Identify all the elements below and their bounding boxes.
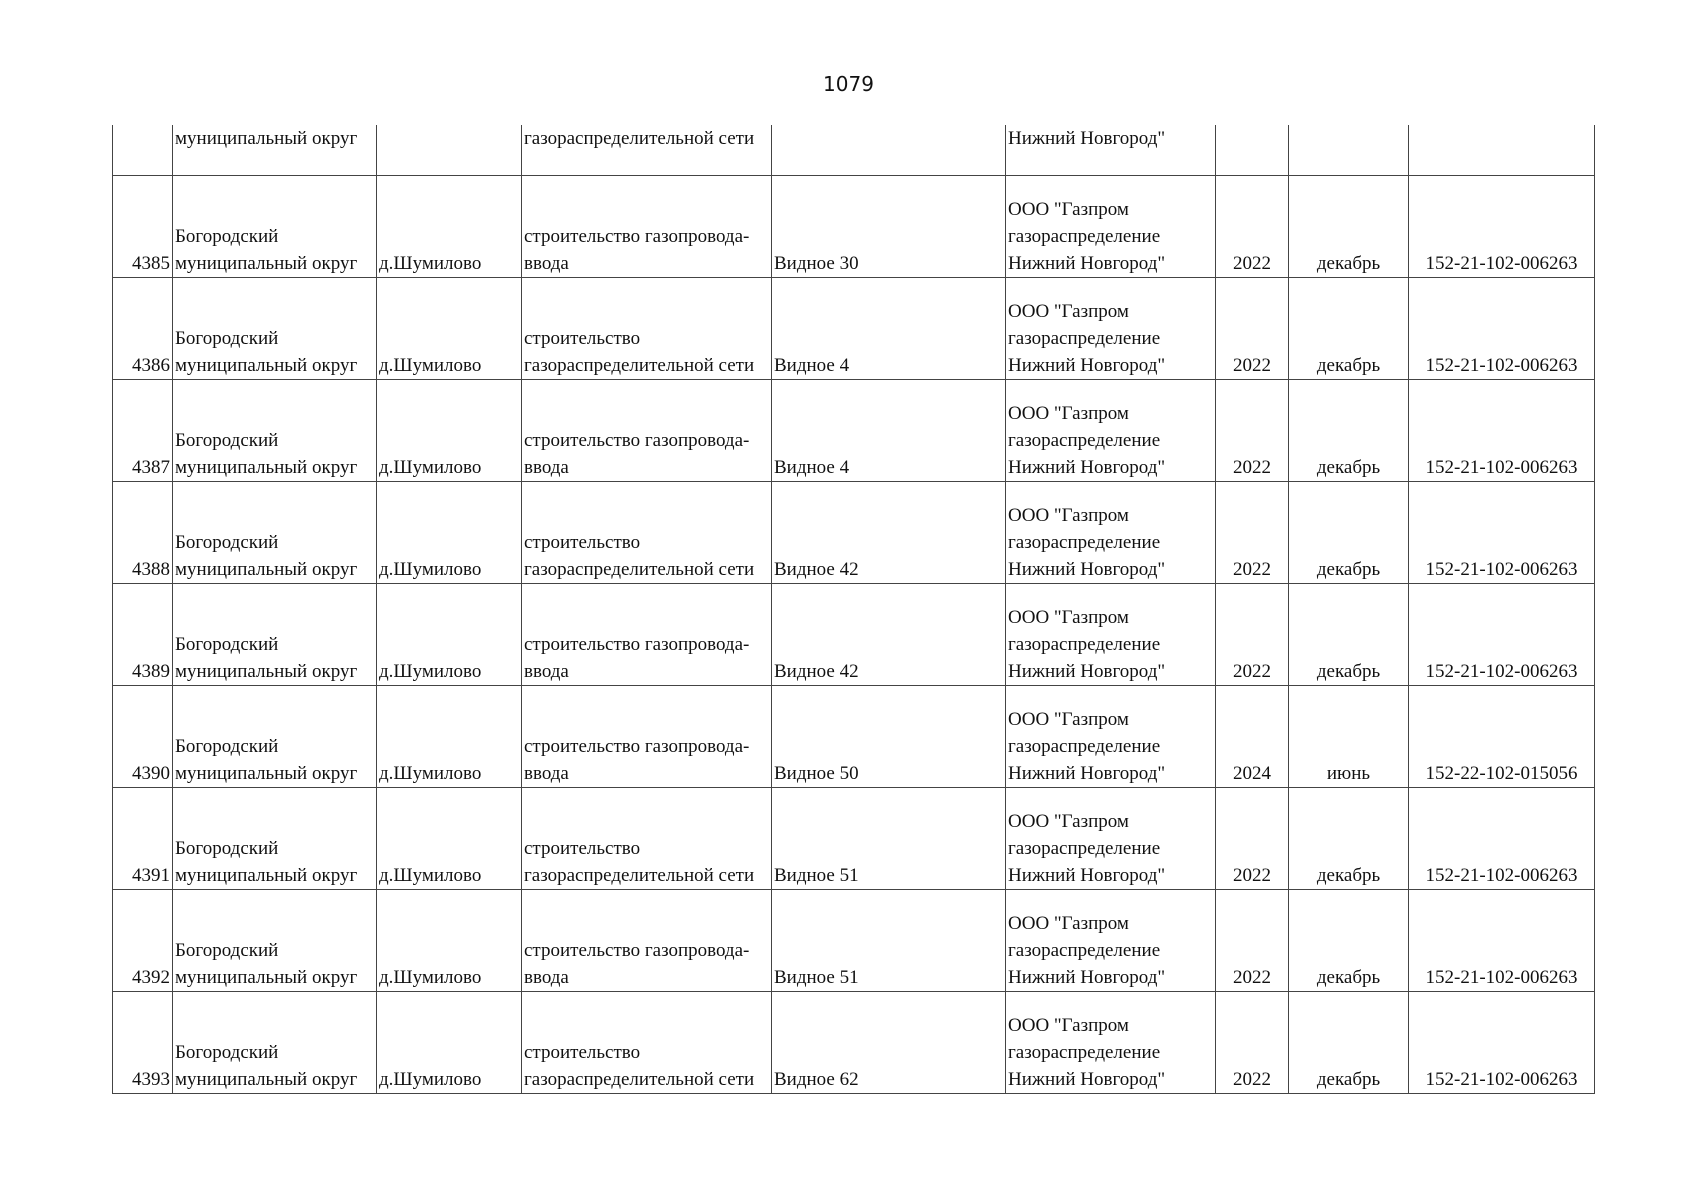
cell-work: газораспределительной сети (522, 125, 772, 175)
cell-district-line: муниципальный округ (175, 762, 358, 784)
cell-address: Видное 62 (772, 991, 1006, 1093)
cell-organization-line: Нижний Новгород" (1008, 762, 1166, 784)
cell-district-line: муниципальный округ (175, 1068, 358, 1090)
cell-district-line: Богородский (175, 633, 279, 655)
cell-organization-line: газораспределение (1008, 633, 1161, 655)
cell-address: Видное 42 (772, 583, 1006, 685)
cell-organization-line: Нижний Новгород" (1008, 456, 1166, 478)
cell-organization-line: газораспределение (1008, 939, 1161, 961)
cell-doc: 152-21-102-006263 (1409, 583, 1595, 685)
cell-year: 2022 (1216, 379, 1289, 481)
cell-num: 4385 (113, 175, 173, 277)
cell-work-line: строительство (524, 1041, 641, 1063)
cell-settlement: д.Шумилово (377, 481, 522, 583)
cell-year: 2022 (1216, 889, 1289, 991)
cell-organization (1006, 583, 1216, 685)
cell-work-line: газораспределительной сети (524, 1068, 755, 1090)
cell-month: декабрь (1289, 379, 1409, 481)
cell-address: Видное 4 (772, 277, 1006, 379)
cell-settlement: д.Шумилово (377, 277, 522, 379)
cell-work-line: ввода (524, 252, 569, 274)
cell-num: 4389 (113, 583, 173, 685)
cell-year: 2024 (1216, 685, 1289, 787)
table-row (113, 685, 1595, 787)
cell-work-line: ввода (524, 456, 569, 478)
cell-settlement: д.Шумилово (377, 787, 522, 889)
cell-organization: Нижний Новгород" (1006, 125, 1216, 175)
cell-district-line: муниципальный округ (175, 252, 358, 274)
cell-work (522, 175, 772, 277)
cell-district-line: Богородский (175, 939, 279, 961)
cell-district-line: Богородский (175, 327, 279, 349)
cell-organization-line: Нижний Новгород" (1008, 1068, 1166, 1090)
cell-settlement: д.Шумилово (377, 175, 522, 277)
cell-month: декабрь (1289, 175, 1409, 277)
cell-district: муниципальный округ (173, 125, 377, 175)
cell-district (173, 991, 377, 1093)
cell-organization-line: газораспределение (1008, 429, 1161, 451)
cell-work (522, 787, 772, 889)
cell-month: декабрь (1289, 481, 1409, 583)
cell-district (173, 685, 377, 787)
cell-district-line: муниципальный округ (175, 354, 358, 376)
cell-work (522, 379, 772, 481)
table-row (113, 583, 1595, 685)
cell-year: 2022 (1216, 991, 1289, 1093)
cell-year: 2022 (1216, 583, 1289, 685)
cell-work (522, 583, 772, 685)
table-body (113, 125, 1595, 1093)
cell-organization-line: ООО "Газпром (1008, 810, 1129, 832)
cell-address: Видное 51 (772, 787, 1006, 889)
cell-district (173, 889, 377, 991)
cell-organization (1006, 481, 1216, 583)
cell-num: 4392 (113, 889, 173, 991)
cell-year (1216, 125, 1289, 175)
cell-month: декабрь (1289, 889, 1409, 991)
cell-work-line: ввода (524, 966, 569, 988)
cell-year: 2022 (1216, 175, 1289, 277)
cell-work-line: строительство газопровода- (524, 735, 750, 757)
cell-organization-line: ООО "Газпром (1008, 912, 1129, 934)
cell-num: 4386 (113, 277, 173, 379)
cell-year: 2022 (1216, 481, 1289, 583)
table-row (113, 379, 1595, 481)
cell-work-line: строительство (524, 327, 641, 349)
cell-settlement: д.Шумилово (377, 583, 522, 685)
cell-num: 4391 (113, 787, 173, 889)
table-row (113, 277, 1595, 379)
cell-district-line: Богородский (175, 837, 279, 859)
cell-work-line: ввода (524, 660, 569, 682)
cell-num: 4393 (113, 991, 173, 1093)
cell-district (173, 787, 377, 889)
cell-organization-line: ООО "Газпром (1008, 198, 1129, 220)
cell-organization-line: Нижний Новгород" (1008, 354, 1166, 376)
cell-organization-line: ООО "Газпром (1008, 504, 1129, 526)
cell-organization-line: газораспределение (1008, 327, 1161, 349)
cell-work-line: газораспределительной сети (524, 558, 755, 580)
cell-num: 4387 (113, 379, 173, 481)
cell-district (173, 175, 377, 277)
cell-organization-line: Нижний Новгород" (1008, 558, 1166, 580)
cell-doc (1409, 125, 1595, 175)
cell-organization-line: ООО "Газпром (1008, 402, 1129, 424)
cell-work-line: строительство газопровода- (524, 939, 750, 961)
table-row (113, 481, 1595, 583)
cell-organization-line: Нижний Новгород" (1008, 864, 1166, 886)
cell-organization-line: газораспределение (1008, 735, 1161, 757)
cell-organization (1006, 889, 1216, 991)
cell-work (522, 991, 772, 1093)
cell-address: Видное 51 (772, 889, 1006, 991)
cell-address: Видное 50 (772, 685, 1006, 787)
cell-doc: 152-21-102-006263 (1409, 175, 1595, 277)
cell-district-line: Богородский (175, 225, 279, 247)
cell-organization (1006, 277, 1216, 379)
cell-work (522, 685, 772, 787)
cell-work-line: строительство газопровода- (524, 225, 750, 247)
cell-num: 4388 (113, 481, 173, 583)
page-number: 1079 (823, 72, 874, 96)
cell-district-line: муниципальный округ (175, 558, 358, 580)
cell-district-line: муниципальный округ (175, 864, 358, 886)
cell-organization-line: Нижний Новгород" (1008, 660, 1166, 682)
cell-work-line: строительство газопровода- (524, 633, 750, 655)
cell-doc: 152-21-102-006263 (1409, 787, 1595, 889)
cell-organization-line: ООО "Газпром (1008, 606, 1129, 628)
table-row (113, 175, 1595, 277)
cell-settlement: д.Шумилово (377, 991, 522, 1093)
cell-work-line: газораспределительной сети (524, 864, 755, 886)
cell-work (522, 481, 772, 583)
cell-work-line: ввода (524, 762, 569, 784)
table-row (113, 787, 1595, 889)
cell-organization (1006, 379, 1216, 481)
cell-district (173, 379, 377, 481)
table-row (113, 991, 1595, 1093)
cell-organization (1006, 685, 1216, 787)
cell-organization-line: Нижний Новгород" (1008, 966, 1166, 988)
cell-settlement (377, 125, 522, 175)
cell-num: 4390 (113, 685, 173, 787)
cell-work (522, 889, 772, 991)
cell-organization-line: газораспределение (1008, 225, 1161, 247)
cell-work-line: строительство газопровода- (524, 429, 750, 451)
cell-organization-line: газораспределение (1008, 531, 1161, 553)
cell-district-line: муниципальный округ (175, 966, 358, 988)
cell-address (772, 125, 1006, 175)
cell-month: декабрь (1289, 583, 1409, 685)
cell-district (173, 583, 377, 685)
cell-doc: 152-21-102-006263 (1409, 277, 1595, 379)
cell-month: декабрь (1289, 991, 1409, 1093)
cell-doc: 152-22-102-015056 (1409, 685, 1595, 787)
cell-num (113, 125, 173, 175)
cell-address: Видное 42 (772, 481, 1006, 583)
table-row (113, 889, 1595, 991)
cell-organization-line: ООО "Газпром (1008, 708, 1129, 730)
cell-work (522, 277, 772, 379)
registry-table (112, 125, 1595, 1094)
cell-settlement: д.Шумилово (377, 685, 522, 787)
cell-organization (1006, 787, 1216, 889)
cell-organization (1006, 991, 1216, 1093)
cell-organization-line: ООО "Газпром (1008, 300, 1129, 322)
cell-district-line: Богородский (175, 429, 279, 451)
cell-settlement: д.Шумилово (377, 379, 522, 481)
cell-address: Видное 4 (772, 379, 1006, 481)
cell-address: Видное 30 (772, 175, 1006, 277)
cell-district (173, 277, 377, 379)
cell-district (173, 481, 377, 583)
cell-month (1289, 125, 1409, 175)
cell-doc: 152-21-102-006263 (1409, 889, 1595, 991)
cell-month: декабрь (1289, 787, 1409, 889)
cell-doc: 152-21-102-006263 (1409, 379, 1595, 481)
cell-organization-line: газораспределение (1008, 1041, 1161, 1063)
cell-doc: 152-21-102-006263 (1409, 991, 1595, 1093)
cell-work-line: строительство (524, 531, 641, 553)
cell-year: 2022 (1216, 277, 1289, 379)
cell-district-line: Богородский (175, 1041, 279, 1063)
cell-work-line: строительство (524, 837, 641, 859)
cell-organization-line: газораспределение (1008, 837, 1161, 859)
cell-organization (1006, 175, 1216, 277)
cell-month: декабрь (1289, 277, 1409, 379)
cell-year: 2022 (1216, 787, 1289, 889)
cell-organization-line: Нижний Новгород" (1008, 252, 1166, 274)
cell-district-line: муниципальный округ (175, 456, 358, 478)
cell-work-line: газораспределительной сети (524, 354, 755, 376)
cell-district-line: Богородский (175, 735, 279, 757)
continuation-row (113, 125, 1595, 175)
cell-organization-line: ООО "Газпром (1008, 1014, 1129, 1036)
cell-settlement: д.Шумилово (377, 889, 522, 991)
cell-doc: 152-21-102-006263 (1409, 481, 1595, 583)
cell-district-line: муниципальный округ (175, 660, 358, 682)
cell-district-line: Богородский (175, 531, 279, 553)
cell-month: июнь (1289, 685, 1409, 787)
